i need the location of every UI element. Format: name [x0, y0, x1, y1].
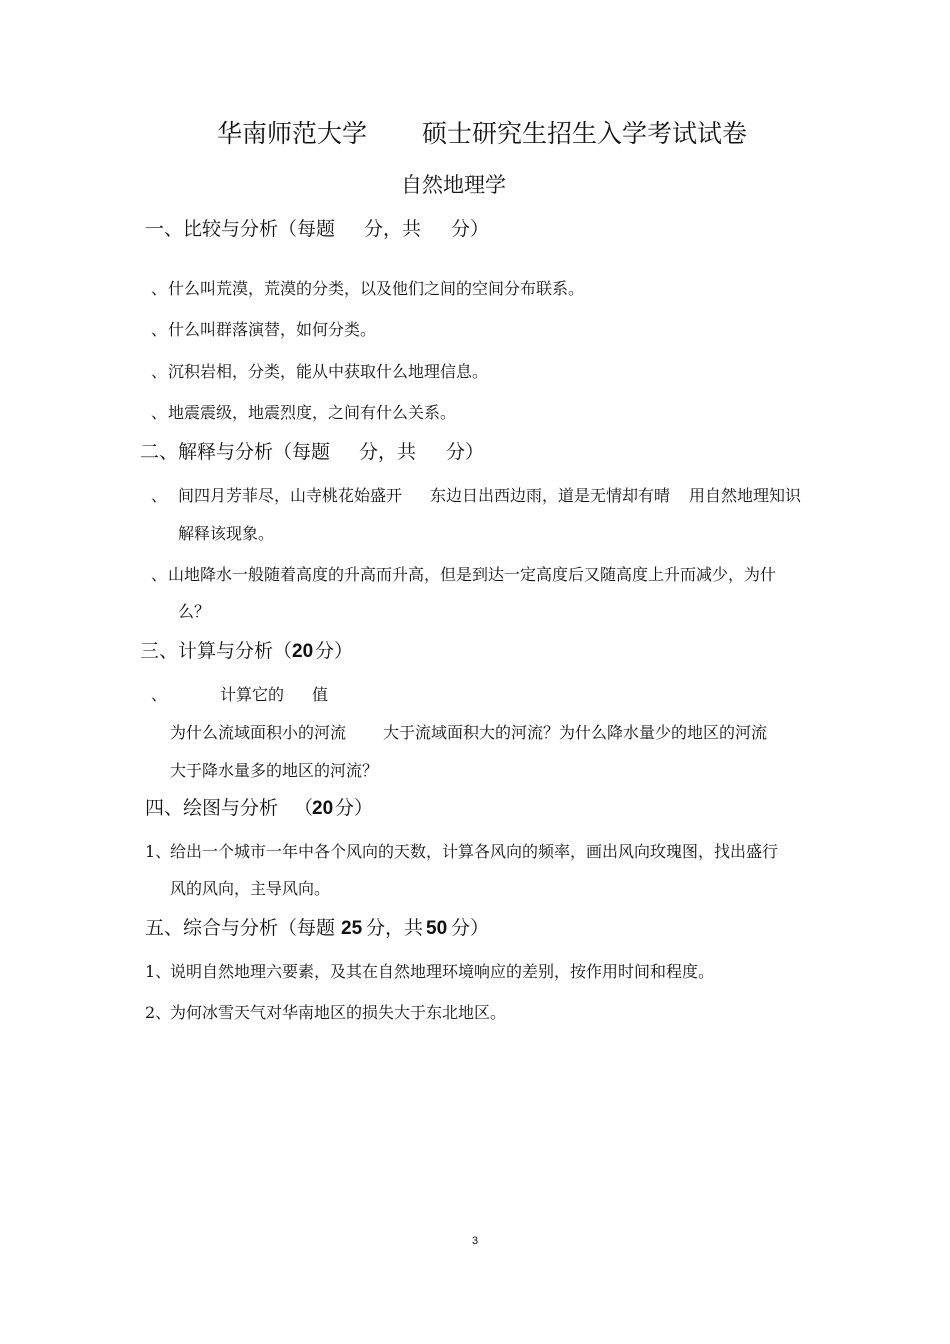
question-text: 计算它的 — [220, 685, 285, 704]
page-number: 3 — [472, 1235, 479, 1247]
question-text: 什么叫群落演替，如何分类。 — [168, 320, 377, 339]
question-prefix: 、 — [151, 362, 168, 381]
question-prefix: 1、 — [145, 962, 172, 981]
question-text: 值 — [312, 685, 329, 704]
section-3-heading-part-3: 分） — [315, 640, 354, 662]
question-continuation: 么？ — [178, 602, 211, 621]
question-text: 山地降水一般随着高度的升高而升高，但是到达一定高度后又随高度上升而减少，为什 — [168, 565, 777, 584]
question-prefix: 、 — [151, 279, 168, 298]
exam-title: 硕士研究生招生入学考试试卷 — [422, 119, 748, 148]
poem-line-2: 东边日出西边雨，道是无情却有晴 — [430, 486, 671, 505]
question-text: 给出一个城市一年中各个风向的天数，计算各风向的频率，画出风向玫瑰图，找出盛行 — [170, 842, 779, 861]
section-3-heading-part-1: 三、计算与分析（ — [140, 640, 293, 662]
section-5-heading-part-3: 分，共 — [366, 917, 424, 939]
section-2-heading-part-1: 二、解释与分析（每题 — [140, 441, 331, 463]
question-continuation: 解释该现象。 — [178, 524, 275, 543]
question-prefix: 、 — [151, 403, 168, 422]
question-prefix: 、 — [151, 320, 168, 339]
section-5-heading-part-1: 五、综合与分析（每题 — [145, 917, 336, 939]
section-4-heading-score: 20 — [312, 798, 334, 819]
university-name: 华南师范大学 — [217, 119, 368, 148]
section-3-heading-score: 20 — [292, 641, 314, 662]
question-continuation: 风的风向，主导风向。 — [170, 879, 331, 898]
section-1-heading-part-1: 一、比较与分析（每题 — [145, 218, 336, 240]
question-prefix: 、 — [151, 685, 168, 704]
section-4-heading-part-4: 分） — [335, 797, 374, 819]
question-prefix: 2、 — [145, 1003, 172, 1022]
section-5-heading-score-each: 25 — [341, 918, 363, 939]
section-1-heading-part-2: 分，共 — [364, 218, 422, 240]
question-continuation: 大于降水量多的地区的河流？ — [170, 761, 379, 780]
question-text: 地震震级，地震烈度，之间有什么关系。 — [168, 403, 457, 422]
question-prefix: 、 — [151, 565, 168, 584]
question-text: 沉积岩相，分类，能从中获取什么地理信息。 — [168, 362, 489, 381]
section-2-heading-part-2: 分，共 — [359, 441, 417, 463]
section-1-heading-part-3: 分） — [451, 218, 490, 240]
question-text: 大于流域面积大的河流？为什么降水量少的地区的河流 — [383, 723, 768, 742]
section-5-heading-score-total: 50 — [426, 918, 448, 939]
question-text: 用自然地理知识 — [689, 486, 802, 505]
subject-title: 自然地理学 — [401, 173, 506, 197]
question-text: 为什么流域面积小的河流 — [170, 723, 347, 742]
question-text: 说明自然地理六要素，及其在自然地理环境响应的差别，按作用时间和程度。 — [170, 962, 715, 981]
question-text: 为何冰雪天气对华南地区的损失大于东北地区。 — [170, 1003, 507, 1022]
section-2-heading-part-3: 分） — [446, 441, 485, 463]
question-prefix: 、 — [151, 486, 168, 505]
section-5-heading-part-5: 分） — [451, 917, 490, 939]
poem-line-1: 间四月芳菲尽，山寺桃花始盛开 — [178, 486, 403, 505]
question-prefix: 1、 — [145, 842, 172, 861]
section-4-heading-part-2: （ — [294, 797, 314, 819]
section-4-heading-part-1: 四、绘图与分析 — [145, 797, 279, 819]
question-text: 什么叫荒漠，荒漠的分类，以及他们之间的空间分布联系。 — [168, 279, 585, 298]
